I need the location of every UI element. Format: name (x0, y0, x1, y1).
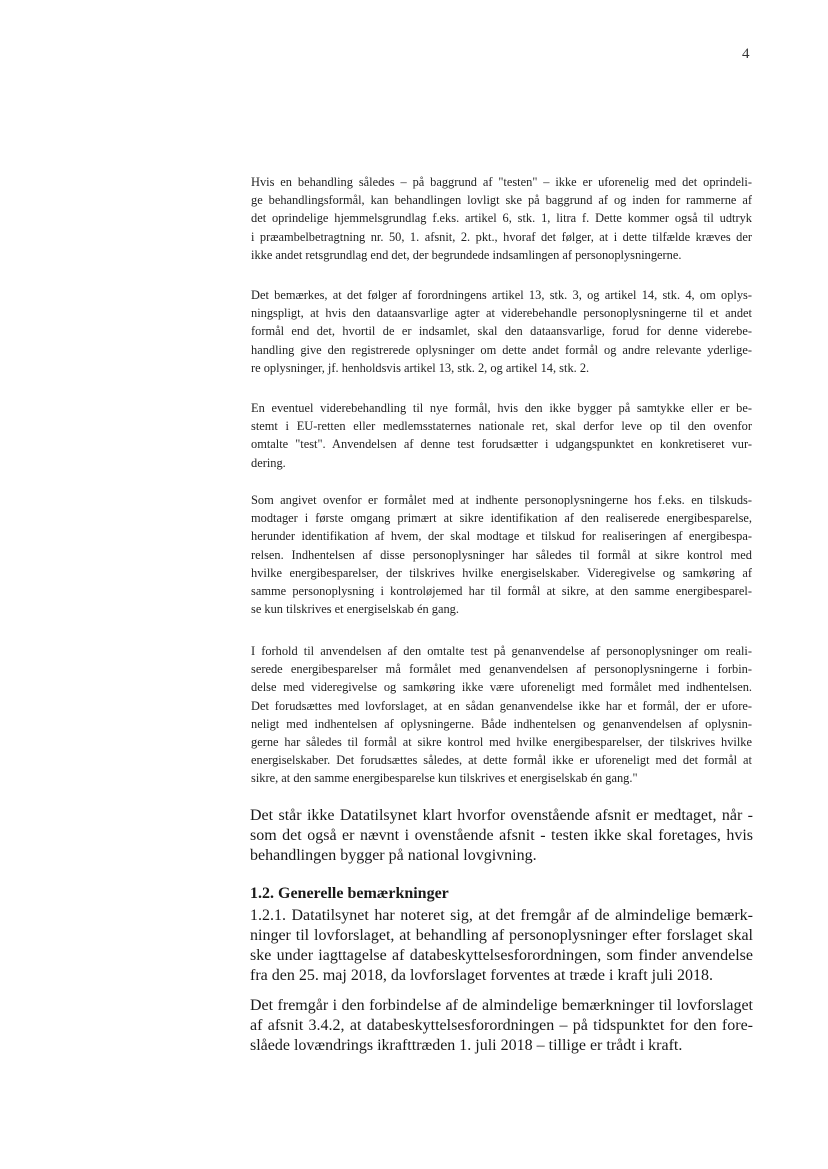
text-line: re oplysninger, jf. henholdsvis artikel 13, stk. 2, og artikel 14, stk. 2. (251, 360, 590, 375)
page-number: 4 (742, 46, 750, 62)
text-line: ikke andet retsgrundlag end det, der begrundede indsamlingen af personoplysningerne. (251, 247, 682, 262)
text-line: omtalte "test". Anvendelsen af denne test forudsætter i udgangspunktet en konkretiseret vur- (251, 437, 752, 452)
text-line: 1.2.1. Datatilsynet har noteret sig, at det fremgår af de almindelige bemærk- (250, 907, 753, 924)
text-line: behandlingen bygger på national lovgivning. (250, 847, 537, 864)
text-line: herunder identifikation af hvem, der skal modtage et tilskud for realiseringen af energibespa- (251, 529, 752, 544)
text-line: gerne har således til formål at sikre kontrol med hvilke energibesparelser, der tilskrives hvilke (251, 735, 752, 750)
text-line: ske under iagttagelse af databeskyttelsesforordningen, som finder anvendelse (250, 947, 753, 964)
text-line: Som angivet ovenfor er formålet med at indhente personoplysningerne hos f.eks. en tilskuds- (251, 493, 752, 507)
text-line: Det fremgår i den forbindelse af de almindelige bemærkninger til lovforslaget (250, 997, 753, 1014)
quote-paragraph-5 (251, 642, 752, 788)
text-line: fra den 25. maj 2018, da lovforslaget forventes at træde i kraft juli 2018. (250, 967, 713, 984)
text-line: af afsnit 3.4.2, at databeskyttelsesforordningen – på tidspunktet for den fore- (250, 1017, 753, 1034)
text-line: En eventuel viderebehandling til nye formål, hvis den ikke bygger på samtykke eller er be- (251, 401, 752, 415)
text-line: neligt med indhentelsen af oplysningerne. Både indhentelsen og genanvendelsen af oplysnin- (251, 716, 752, 731)
text-line: dering. (251, 455, 286, 470)
text-line: energiselskaber. Det forudsættes således, at dette formål ikke er uforeneligt med det formål at (251, 753, 752, 768)
text-line: formål end det, hvortil de er indsamlet, skal den dataansvarlige, forud for denne viderebe- (251, 324, 752, 339)
quote-paragraph-4 (251, 491, 752, 618)
section-heading: 1.2. Generelle bemærkninger (250, 885, 449, 902)
quote-paragraph-1 (251, 173, 752, 264)
text-line: ge behandlingsformål, kan behandlingen lovligt ske på baggrund af og inden for rammerne af (251, 193, 752, 208)
text-line: sikre, at den samme energibesparelse kun tilskrives et energiselskab én gang." (251, 771, 638, 786)
text-line: hvilke energibesparelser, der tilskrives hvilke energiselskaber. Videregivelse og samkøring af (251, 565, 752, 580)
text-line: slåede lovændrings ikrafttræden 1. juli 2018 – tillige er trådt i kraft. (250, 1037, 683, 1054)
text-line: se kun tilskrives et energiselskab én gang. (251, 602, 459, 617)
body-paragraph-2 (250, 996, 753, 1056)
quote-paragraph-2 (251, 286, 752, 377)
text-line: ningspligt, at hvis den dataansvarlige agter at viderebehandle personoplysningerne til et andet (251, 306, 752, 321)
text-line: det oprindelige hjemmelsgrundlag f.eks. artikel 6, stk. 1, litra f. Dette kommer også til udtryk (251, 211, 752, 226)
text-line: I forhold til anvendelsen af den omtalte test på genanvendelse af personoplysninger om reali- (251, 644, 752, 658)
text-line: modtager i første omgang primært at sikre identifikation af den realiserede energibesparelse, (251, 511, 752, 526)
text-line: serede energibesparelser må formålet med genanvendelsen af personoplysningerne i forbin- (251, 662, 752, 677)
text-line: Det bemærkes, at det følger af forordningens artikel 13, stk. 3, og artikel 14, stk. 4, om oplys- (251, 288, 752, 302)
text-line: delse med videregivelse og samkøring ikke være uforeneligt med formålet med indhentelsen. (251, 680, 752, 695)
text-line: Hvis en behandling således – på baggrund af "testen" – ikke er uforenelig med det oprindeli- (251, 175, 752, 189)
text-line: stemt i EU-retten eller medlemsstaternes nationale ret, skal derfor leve op til den ovenfor (251, 419, 752, 434)
text-line: handling give den registrerede oplysninger om dette andet formål og andre relevante yderlige- (251, 342, 752, 357)
text-line: Det forudsættes med lovforslaget, at en sådan genanvendelse ikke har et formål, der er ufore- (251, 698, 752, 713)
text-line: samme personoplysning i kontroløjemed har til formål at sikre, at den samme energibesparel- (251, 584, 752, 599)
text-line: som det også er nævnt i ovenstående afsnit - testen ikke skal foretages, hvis (250, 827, 753, 844)
text-line: ninger til lovforslaget, at behandling af personoplysninger efter forslaget skal (250, 927, 753, 944)
body-paragraph-1 (250, 806, 753, 866)
text-line: Det står ikke Datatilsynet klart hvorfor ovenstående afsnit er medtaget, når - (250, 807, 753, 824)
quote-paragraph-3 (251, 399, 752, 472)
text-line: relsen. Indhentelsen af disse personoplysninger har således til formål at sikre kontrol med (251, 547, 752, 562)
subsection-paragraph (250, 906, 753, 986)
text-line: i præambelbetragtning nr. 50, 1. afsnit, 2. pkt., hvoraf det følger, at i dette tilfælde kræves der (251, 229, 752, 244)
